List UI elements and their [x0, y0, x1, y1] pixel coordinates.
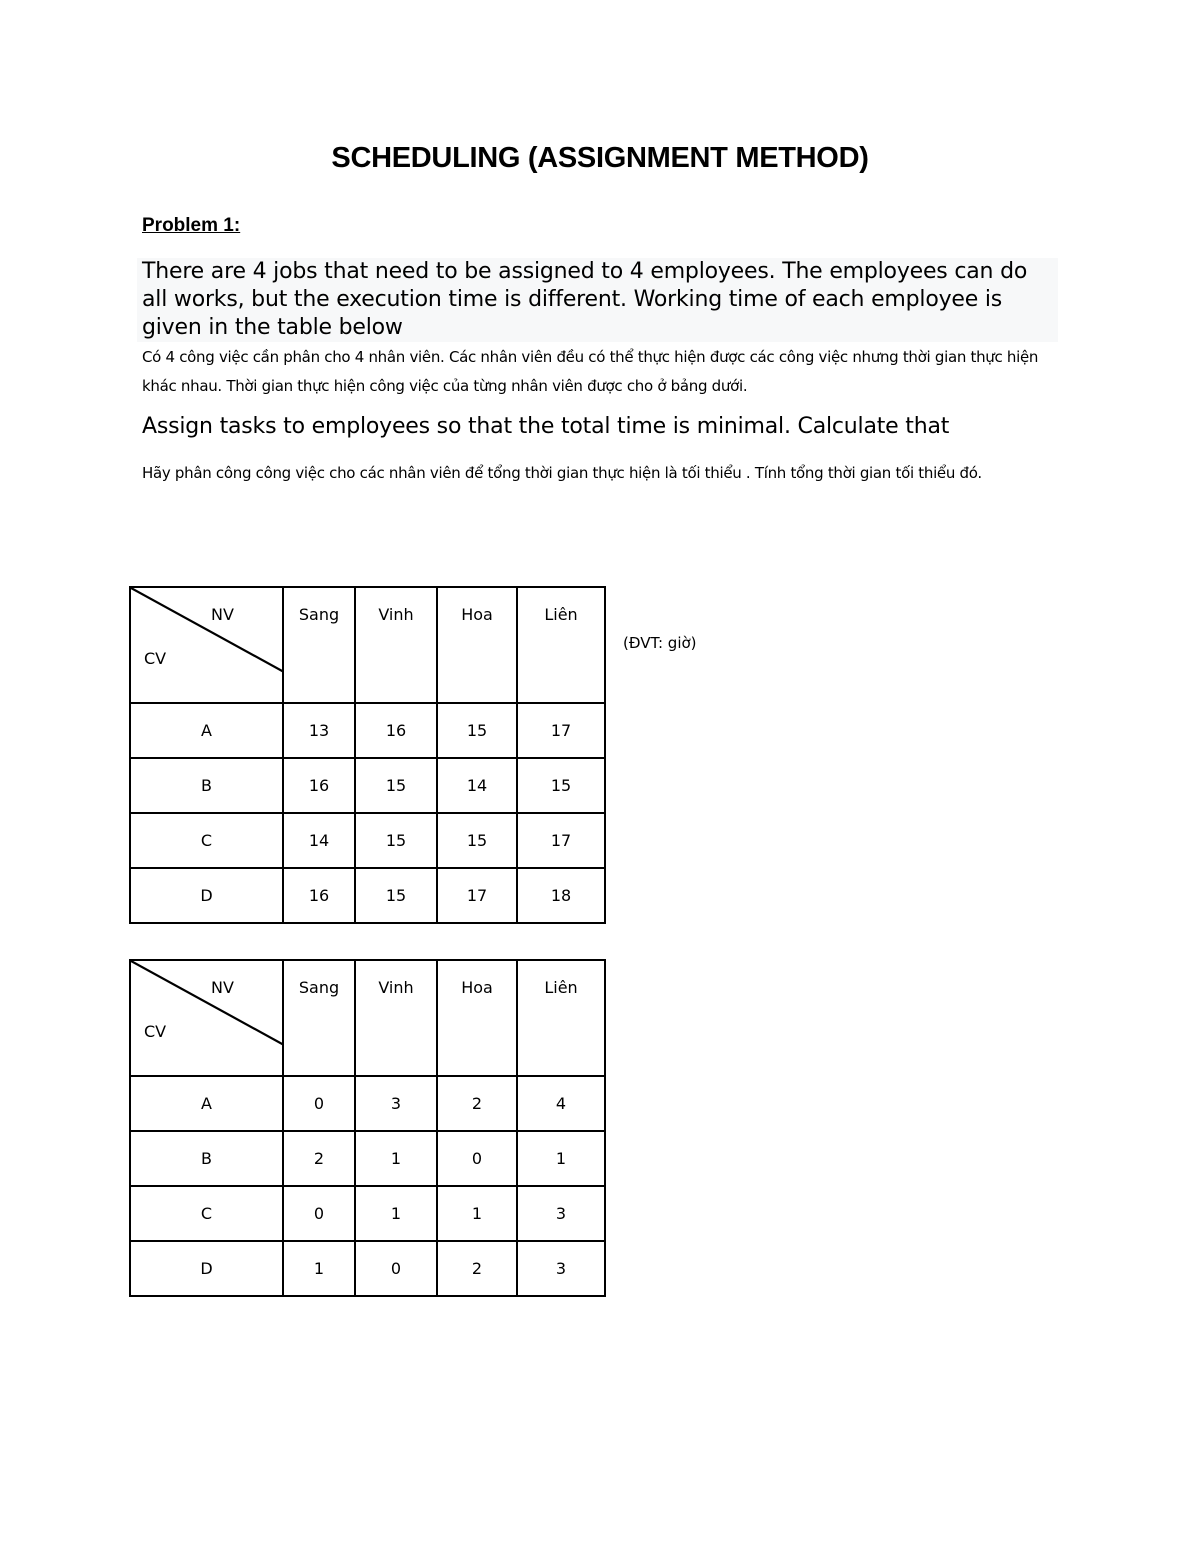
table-cell: 0 — [283, 1076, 355, 1131]
table-cell: 16 — [283, 868, 355, 923]
table-row — [130, 758, 605, 813]
table-corner-cell — [130, 960, 283, 1076]
unit-note: (ĐVT: giờ) — [623, 634, 697, 652]
table-cell: 17 — [517, 813, 605, 868]
reduced-table — [129, 959, 606, 1297]
table-cell: 15 — [355, 868, 437, 923]
table-row — [130, 1076, 605, 1131]
column-header: Liên — [517, 960, 605, 1076]
table-row — [130, 868, 605, 923]
column-header: Vinh — [355, 960, 437, 1076]
row-header: C — [130, 1186, 283, 1241]
intro-english: There are 4 jobs that need to be assigned to 4 employees. The employees can do all works, but the execution time is different. Working time of each employee is given in the table below — [137, 258, 1058, 342]
table-cell: 17 — [517, 703, 605, 758]
table-row — [130, 813, 605, 868]
table-cell: 2 — [437, 1076, 517, 1131]
table-cell: 16 — [355, 703, 437, 758]
table-cell: 15 — [355, 813, 437, 868]
table-cell: 15 — [355, 758, 437, 813]
table-cell: 14 — [283, 813, 355, 868]
table-cell: 16 — [283, 758, 355, 813]
intro-vietnamese: Có 4 công việc cần phân cho 4 nhân viên. Các nhân viên đều có thể thực hiện được các công việc nhưng thời gian thực hiện khác nhau. Thời gian thực hiện công việc của từng nhân viên được cho ở bảng dưới. — [142, 348, 1039, 395]
task-english: Assign tasks to employees so that the total time is minimal. Calculate that — [142, 414, 950, 439]
row-header: B — [130, 758, 283, 813]
problem-heading: Problem 1: — [142, 215, 241, 236]
table-cell: 0 — [283, 1186, 355, 1241]
table-cell: 14 — [437, 758, 517, 813]
employee-axis-label: NV — [211, 978, 234, 997]
table-cell: 13 — [283, 703, 355, 758]
table-cell: 3 — [517, 1186, 605, 1241]
column-header: Sang — [283, 960, 355, 1076]
table-cell: 15 — [437, 703, 517, 758]
row-header: C — [130, 813, 283, 868]
table-cell: 2 — [283, 1131, 355, 1186]
diagonal-divider — [131, 961, 284, 1058]
row-header: A — [130, 703, 283, 758]
job-axis-label: CV — [144, 649, 167, 668]
table-cell: 17 — [437, 868, 517, 923]
table-row — [130, 703, 605, 758]
table-cell: 2 — [437, 1241, 517, 1296]
row-header: B — [130, 1131, 283, 1186]
table-cell: 4 — [517, 1076, 605, 1131]
diagonal-divider — [131, 588, 284, 685]
table-cell: 0 — [355, 1241, 437, 1296]
table-row — [130, 1241, 605, 1296]
table-cell: 1 — [517, 1131, 605, 1186]
table-cell: 1 — [355, 1131, 437, 1186]
task-vietnamese: Hãy phân công công việc cho các nhân viên để tổng thời gian thực hiện là tối thiểu . Tính tổng thời gian tối thiểu đó. — [142, 464, 982, 482]
time-table — [129, 586, 606, 924]
table-cell: 15 — [437, 813, 517, 868]
table-cell: 15 — [517, 758, 605, 813]
column-header: Hoa — [437, 960, 517, 1076]
column-header: Liên — [517, 587, 605, 703]
table-cell: 1 — [355, 1186, 437, 1241]
table-cell: 3 — [517, 1241, 605, 1296]
table-cell: 0 — [437, 1131, 517, 1186]
table-corner-cell — [130, 587, 283, 703]
column-header: Sang — [283, 587, 355, 703]
table-cell: 1 — [437, 1186, 517, 1241]
row-header: A — [130, 1076, 283, 1131]
employee-axis-label: NV — [211, 605, 234, 624]
job-axis-label: CV — [144, 1022, 167, 1041]
row-header: D — [130, 868, 283, 923]
table-cell: 1 — [283, 1241, 355, 1296]
table-row — [130, 1131, 605, 1186]
row-header: D — [130, 1241, 283, 1296]
table-cell: 18 — [517, 868, 605, 923]
column-header: Hoa — [437, 587, 517, 703]
column-header: Vinh — [355, 587, 437, 703]
table-cell: 3 — [355, 1076, 437, 1131]
table-row — [130, 1186, 605, 1241]
document-title: SCHEDULING (ASSIGNMENT METHOD) — [331, 142, 869, 174]
